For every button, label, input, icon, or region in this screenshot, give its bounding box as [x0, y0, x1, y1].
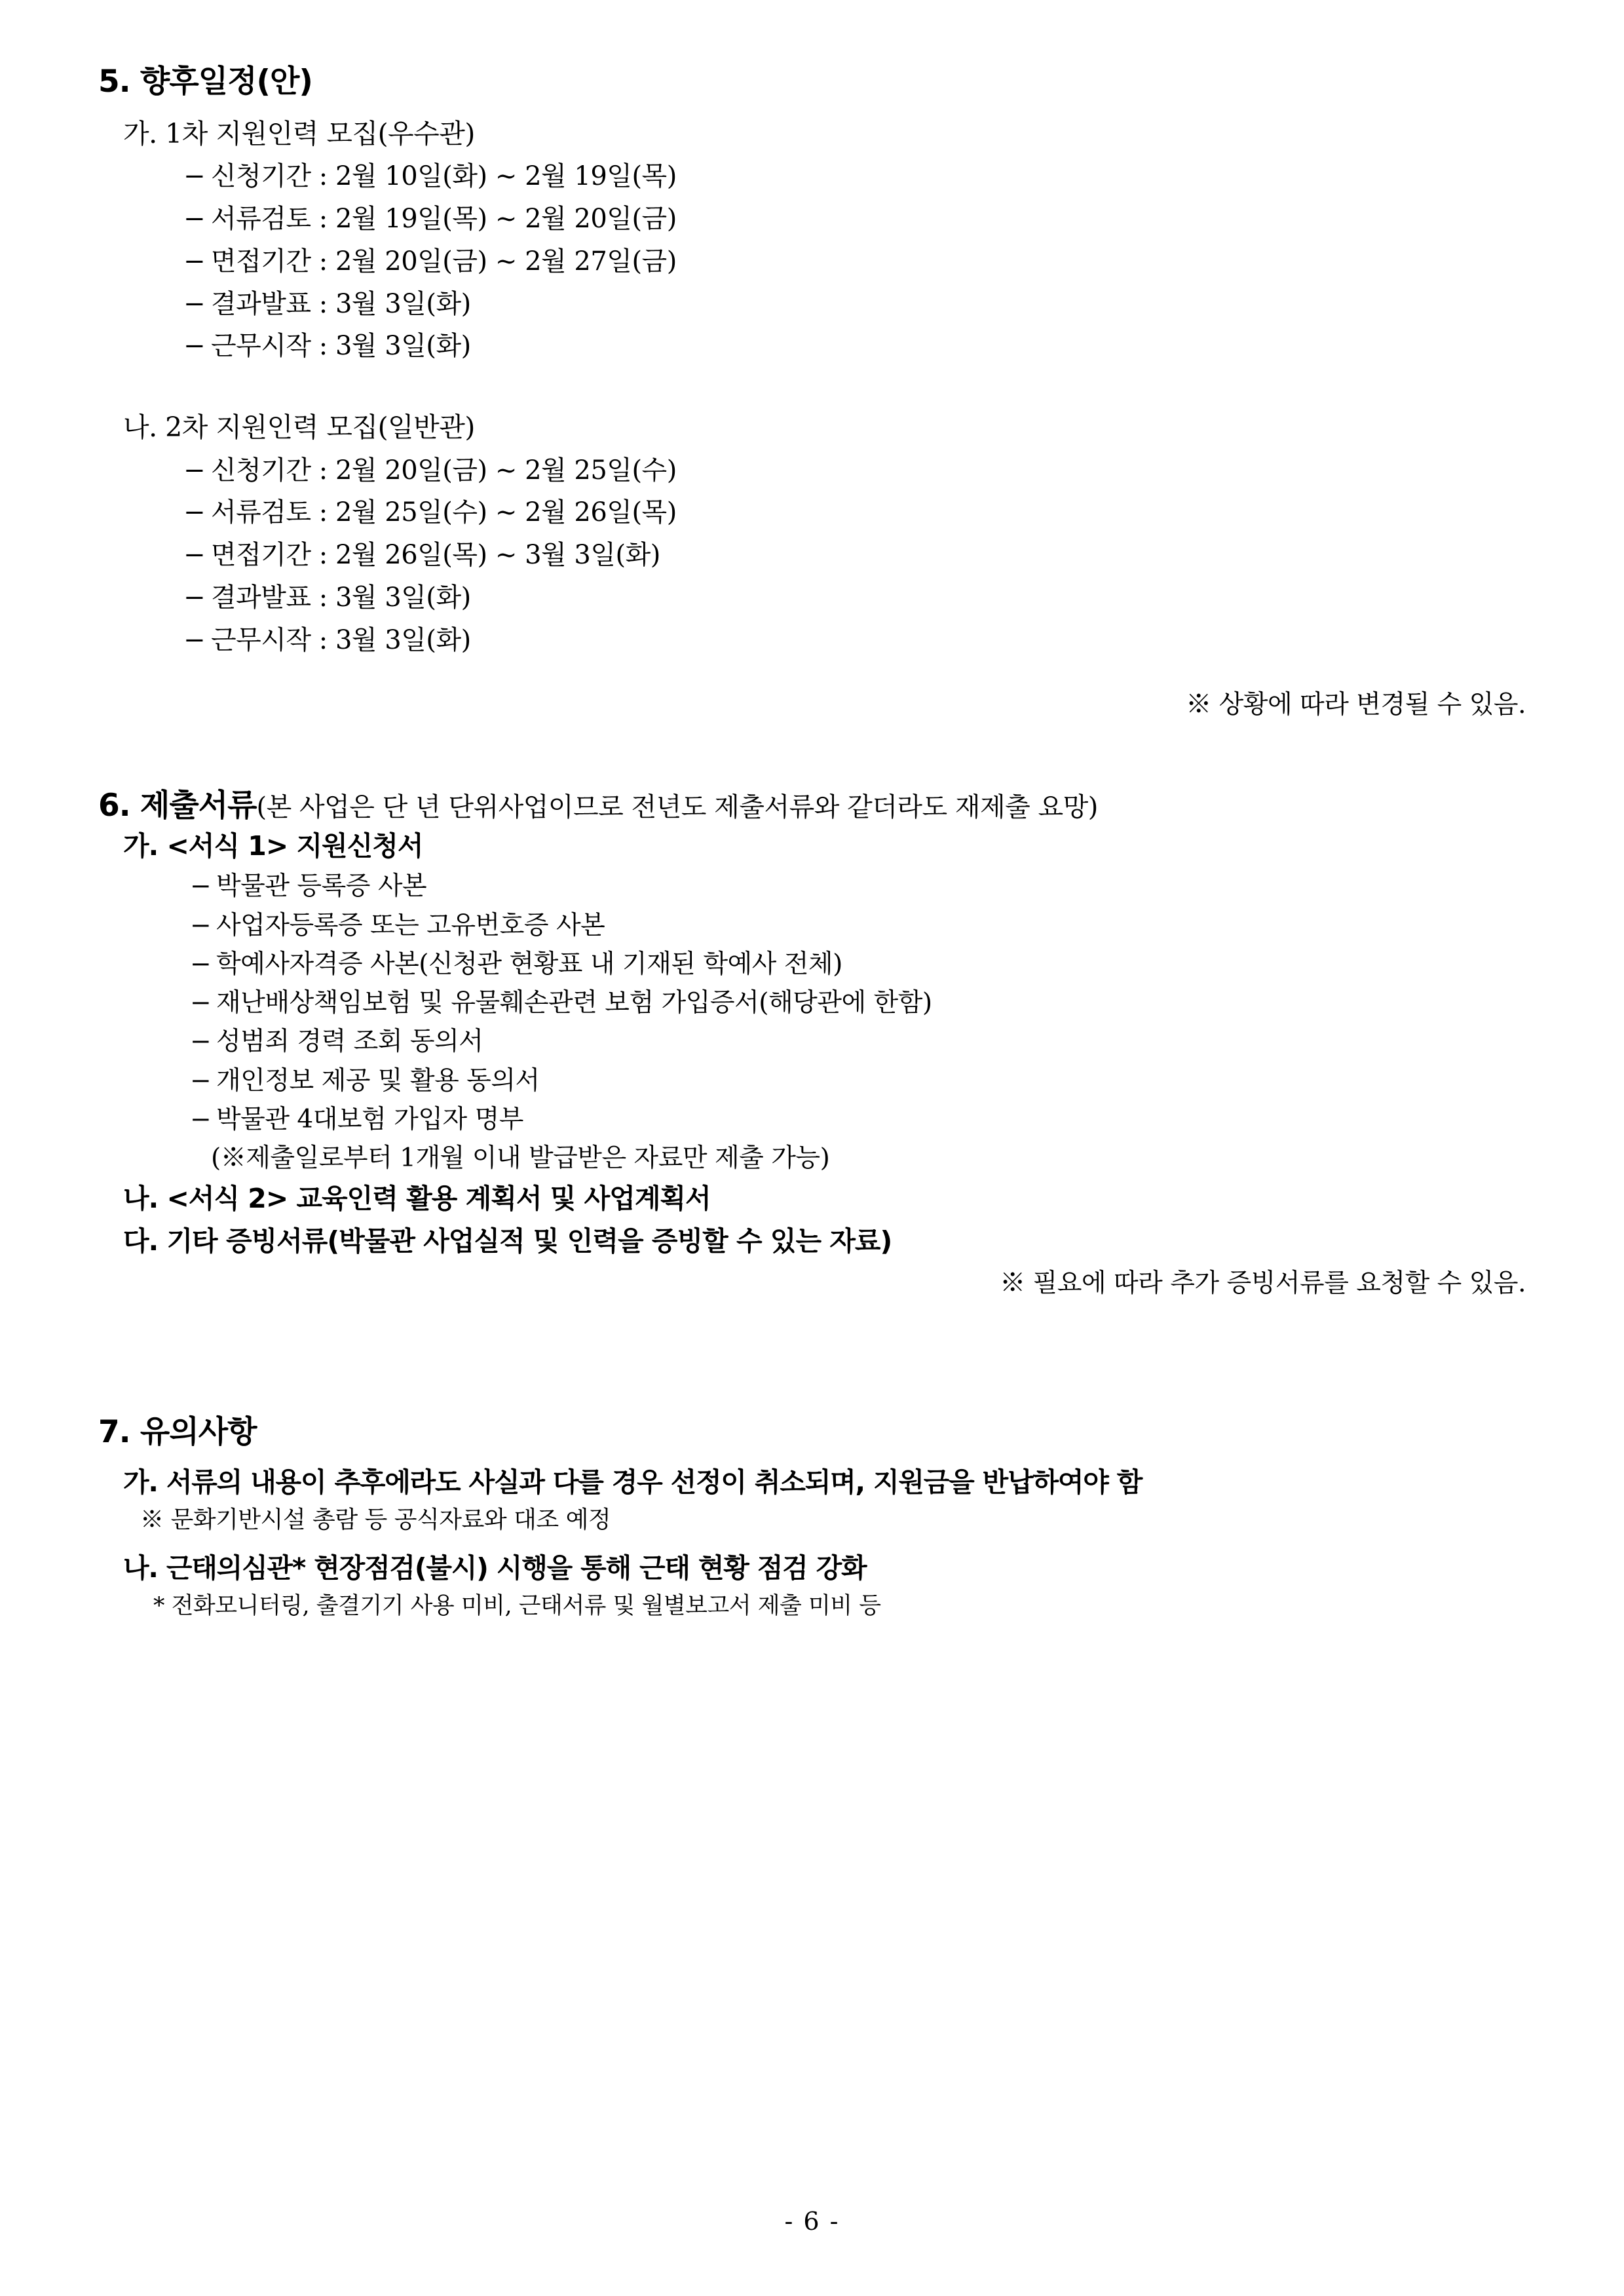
section-7-note-a: ※ 문화기반시설 총람 등 공식자료와 대조 예정 [140, 1506, 611, 1534]
list-item [98, 945, 1526, 984]
dash-marker: − [183, 497, 206, 528]
section-6-item-b-label: 나. <서식 2> 교육인력 활용 계획서 및 사업계획서 [123, 1183, 711, 1215]
list-item-text: 신청기간 : 2월 20일(금) ~ 2월 25일(수) [211, 455, 677, 486]
page-number: - 6 - [784, 2207, 840, 2236]
section-5-item-b-label: 나. 2차 지원인력 모집(일반관) [123, 411, 475, 444]
spacer [98, 1299, 1526, 1337]
section-5-heading: 5. 향후일정(안) [98, 64, 312, 100]
section-5-note: ※ 상황에 따라 변경될 수 있음. [1186, 689, 1526, 719]
list-item [98, 283, 1526, 326]
list-item-text: 박물관 등록증 사본 [216, 871, 427, 902]
list-item [98, 325, 1526, 368]
list-item [98, 619, 1526, 662]
list-item-text: 서류검토 : 2월 25일(수) ~ 2월 26일(목) [211, 497, 677, 528]
spacer [98, 1452, 1526, 1463]
dash-marker: − [183, 246, 206, 277]
list-item-text: 면접기간 : 2월 20일(금) ~ 2월 27일(금) [211, 246, 677, 277]
list-item [98, 198, 1526, 240]
list-item-text: 근무시작 : 3월 3일(화) [211, 331, 471, 362]
section-6-heading-note: (본 사업은 단 년 단위사업이므로 전년도 제출서류와 같더라도 재제출 요망) [256, 792, 1098, 822]
section-6-item-a-label: 가. <서식 1> 지원신청서 [123, 830, 423, 862]
list-item [98, 491, 1526, 534]
list-item-text: 서류검토 : 2월 19일(목) ~ 2월 20일(금) [211, 203, 677, 234]
list-item-text: 근무시작 : 3월 3일(화) [211, 624, 471, 655]
list-item [98, 984, 1526, 1022]
list-item [98, 240, 1526, 283]
list-item-text: 재난배상책임보험 및 유물훼손관련 보험 가입증서(해당관에 한함) [216, 988, 932, 1018]
list-item [98, 1062, 1526, 1100]
dash-marker: − [190, 1027, 212, 1057]
list-item-text: 면접기간 : 2월 26일(목) ~ 3월 3일(화) [211, 540, 660, 571]
spacer [98, 368, 1526, 406]
list-item [98, 450, 1526, 492]
list-item-text: 성범죄 경력 조회 동의서 [216, 1027, 483, 1057]
dash-marker: − [190, 910, 212, 940]
list-item [98, 577, 1526, 619]
list-item [98, 155, 1526, 198]
spacer [98, 1337, 1526, 1375]
section-6-paren-note: (※제출일로부터 1개월 이내 발급받은 자료만 제출 가능) [211, 1143, 830, 1174]
list-item-text: 결과발표 : 3월 3일(화) [211, 582, 471, 613]
dash-marker: − [183, 331, 206, 362]
spacer [98, 759, 1526, 781]
dash-marker: − [183, 540, 206, 571]
dash-marker: − [183, 288, 206, 319]
list-item [98, 1022, 1526, 1061]
spacer [98, 1538, 1526, 1548]
list-item [98, 534, 1526, 577]
dash-marker: − [190, 988, 212, 1018]
section-6-heading [98, 781, 1526, 825]
dash-marker: − [190, 1104, 212, 1134]
section-5-item-a-label: 가. 1차 지원인력 모집(우수관) [123, 117, 475, 149]
dash-marker: − [190, 1065, 212, 1096]
list-item [98, 867, 1526, 906]
list-item-text: 개인정보 제공 및 활용 동의서 [216, 1065, 540, 1096]
dash-marker: − [190, 949, 212, 979]
list-item-text: 박물관 4대보험 가입자 명부 [216, 1104, 523, 1134]
spacer [98, 662, 1526, 684]
list-item-text: 학예사자격증 사본(신청관 현황표 내 기재된 학예사 전체) [216, 949, 842, 979]
list-item-text: 사업자등록증 또는 고유번호증 사본 [216, 910, 605, 940]
dash-marker: − [183, 161, 206, 192]
list-item [98, 906, 1526, 945]
spacer [98, 721, 1526, 759]
section-7-heading: 7. 유의사항 [98, 1413, 257, 1450]
dash-marker: − [183, 455, 206, 486]
page-footer [0, 2207, 1624, 2236]
section-6-note: ※ 필요에 따라 추가 증빙서류를 요청할 수 있음. [1000, 1268, 1526, 1298]
section-7-item-a-label: 가. 서류의 내용이 추후에라도 사실과 다를 경우 선정이 취소되며, 지원금을 반납하여야 함 [123, 1466, 1142, 1498]
list-item [98, 1100, 1526, 1139]
section-6-heading-number: 6. 제출서류 [98, 787, 257, 824]
dash-marker: − [183, 624, 206, 655]
dash-marker: − [190, 871, 212, 902]
list-item-text: 결과발표 : 3월 3일(화) [211, 288, 471, 319]
section-7-item-b-label: 나. 근태의심관* 현장점검(불시) 시행을 통해 근태 현황 점검 강화 [123, 1552, 867, 1584]
section-6-item-c-label: 다. 기타 증빙서류(박물관 사업실적 및 인력을 증빙할 수 있는 자료) [123, 1225, 892, 1257]
dash-marker: − [183, 203, 206, 234]
spacer [98, 1375, 1526, 1413]
section-7-note-b: * 전화모니터링, 출결기기 사용 미비, 근태서류 및 월별보고서 제출 미비 등 [153, 1592, 881, 1619]
list-item-text: 신청기간 : 2월 10일(화) ~ 2월 19일(목) [211, 161, 677, 192]
spacer [98, 102, 1526, 112]
dash-marker: − [183, 582, 206, 613]
